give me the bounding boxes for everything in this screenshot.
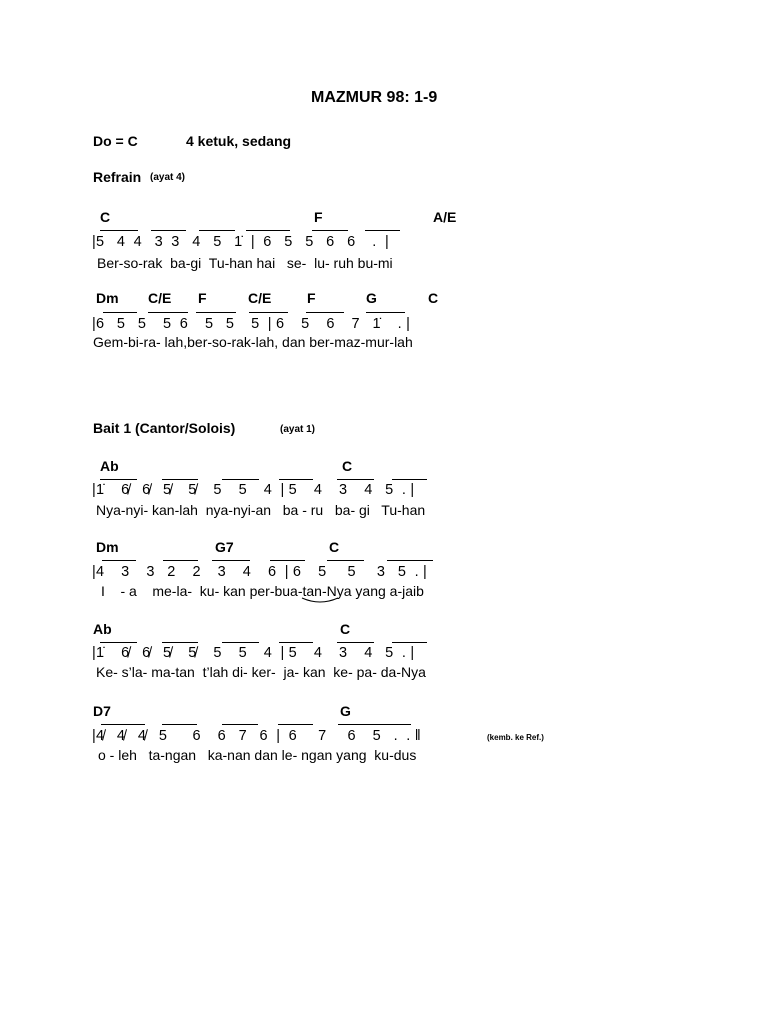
beam bbox=[387, 560, 433, 561]
notation-line: |4 3 3 2 2 3 4 6 | 6 5 5 3 5 . | bbox=[92, 564, 427, 580]
beam bbox=[222, 724, 258, 725]
key-signature: Do = C bbox=[93, 133, 138, 149]
beam bbox=[365, 230, 400, 231]
chord: Dm bbox=[96, 539, 119, 555]
refrain-heading: Refrain bbox=[93, 169, 142, 185]
beam bbox=[148, 312, 188, 313]
lyric-line: o - leh ta-ngan ka-nan dan le- ngan yang ku-dus bbox=[98, 747, 417, 763]
beam bbox=[279, 479, 313, 480]
chord: G bbox=[340, 703, 351, 719]
beam bbox=[162, 724, 197, 725]
beam bbox=[162, 642, 198, 643]
beam bbox=[103, 312, 137, 313]
lyric-line: Ke- s’la- ma-tan t’lah di- ker- ja- kan ke- pa- da-Nya bbox=[96, 664, 426, 680]
beam bbox=[249, 312, 288, 313]
beam bbox=[278, 724, 313, 725]
chord: Ab bbox=[100, 458, 119, 474]
chord: G7 bbox=[215, 539, 234, 555]
beam bbox=[270, 560, 305, 561]
beam bbox=[212, 560, 250, 561]
beam bbox=[392, 479, 427, 480]
beam bbox=[392, 642, 427, 643]
return-to-refrain-note: (kemb. ke Ref.) bbox=[487, 733, 544, 742]
beam bbox=[196, 312, 236, 313]
beam bbox=[312, 230, 348, 231]
beam bbox=[101, 724, 145, 725]
beam bbox=[163, 560, 198, 561]
chord: C/E bbox=[148, 290, 172, 306]
chord: G bbox=[366, 290, 377, 306]
chord: Dm bbox=[96, 290, 119, 306]
chord: F bbox=[314, 209, 323, 225]
notation-line: |1̇ 6̸ 6̸ 5̸ 5̸ 5 5 4 | 5 4 3 4 5 . | bbox=[92, 645, 415, 661]
beam bbox=[222, 479, 259, 480]
slur-mark bbox=[300, 596, 340, 606]
beam bbox=[366, 312, 405, 313]
verse-heading: Bait 1 (Cantor/Solois) bbox=[93, 420, 236, 436]
chord: A/E bbox=[433, 209, 457, 225]
beam bbox=[199, 230, 235, 231]
beam bbox=[162, 479, 198, 480]
chord: C/E bbox=[248, 290, 272, 306]
beam bbox=[100, 479, 137, 480]
chord: F bbox=[307, 290, 316, 306]
tempo-marking: 4 ketuk, sedang bbox=[186, 133, 292, 149]
beam bbox=[369, 724, 411, 725]
notation-line: |6 5 5 5 6 5 5 5 | 6 5 6 7 1̇ . | bbox=[92, 316, 411, 332]
beam bbox=[102, 560, 136, 561]
beam bbox=[327, 560, 364, 561]
lyric-line: Nya-nyi- kan-lah nya-nyi-an ba - ru ba- gi Tu-han bbox=[96, 502, 426, 518]
beam bbox=[100, 642, 137, 643]
refrain-verse-ref: (ayat 4) bbox=[150, 172, 186, 183]
beam bbox=[151, 230, 186, 231]
chord: C bbox=[100, 209, 111, 225]
beam bbox=[100, 230, 138, 231]
verse-ref: (ayat 1) bbox=[280, 424, 316, 435]
chord: F bbox=[198, 290, 207, 306]
chord: C bbox=[428, 290, 439, 306]
beam bbox=[337, 642, 374, 643]
beam bbox=[246, 230, 290, 231]
beam bbox=[337, 479, 374, 480]
page-title: MAZMUR 98: 1-9 bbox=[311, 89, 438, 106]
chord: Ab bbox=[93, 621, 112, 637]
notation-line: |4̸ 4̸ 4̸ 5 6 6 7 6 | 6 7 6 5 . . ‖ bbox=[92, 728, 421, 744]
chord: C bbox=[329, 539, 340, 555]
beam bbox=[279, 642, 313, 643]
chord: C bbox=[340, 621, 351, 637]
beam bbox=[306, 312, 344, 313]
lyric-line: I - a me-la- ku- kan per-bua-tan-Nya yang a-jaib bbox=[101, 583, 424, 599]
lyric-line: Ber-so-rak ba-gi Tu-han hai se- lu- ruh bu-mi bbox=[97, 255, 393, 271]
lyric-line: Gem-bi-ra- lah,ber-so-rak-lah, dan ber-maz-mur-lah bbox=[93, 334, 413, 350]
beam bbox=[222, 642, 259, 643]
chord: D7 bbox=[93, 703, 111, 719]
notation-line: |1̇ 6̸ 6̸ 5̸ 5̸ 5 5 4 | 5 4 3 4 5 . | bbox=[92, 482, 415, 498]
notation-line: |5 4 4 3 3 4 5 1̇ | 6 5 5 6 6 . | bbox=[92, 234, 389, 250]
chord: C bbox=[342, 458, 353, 474]
